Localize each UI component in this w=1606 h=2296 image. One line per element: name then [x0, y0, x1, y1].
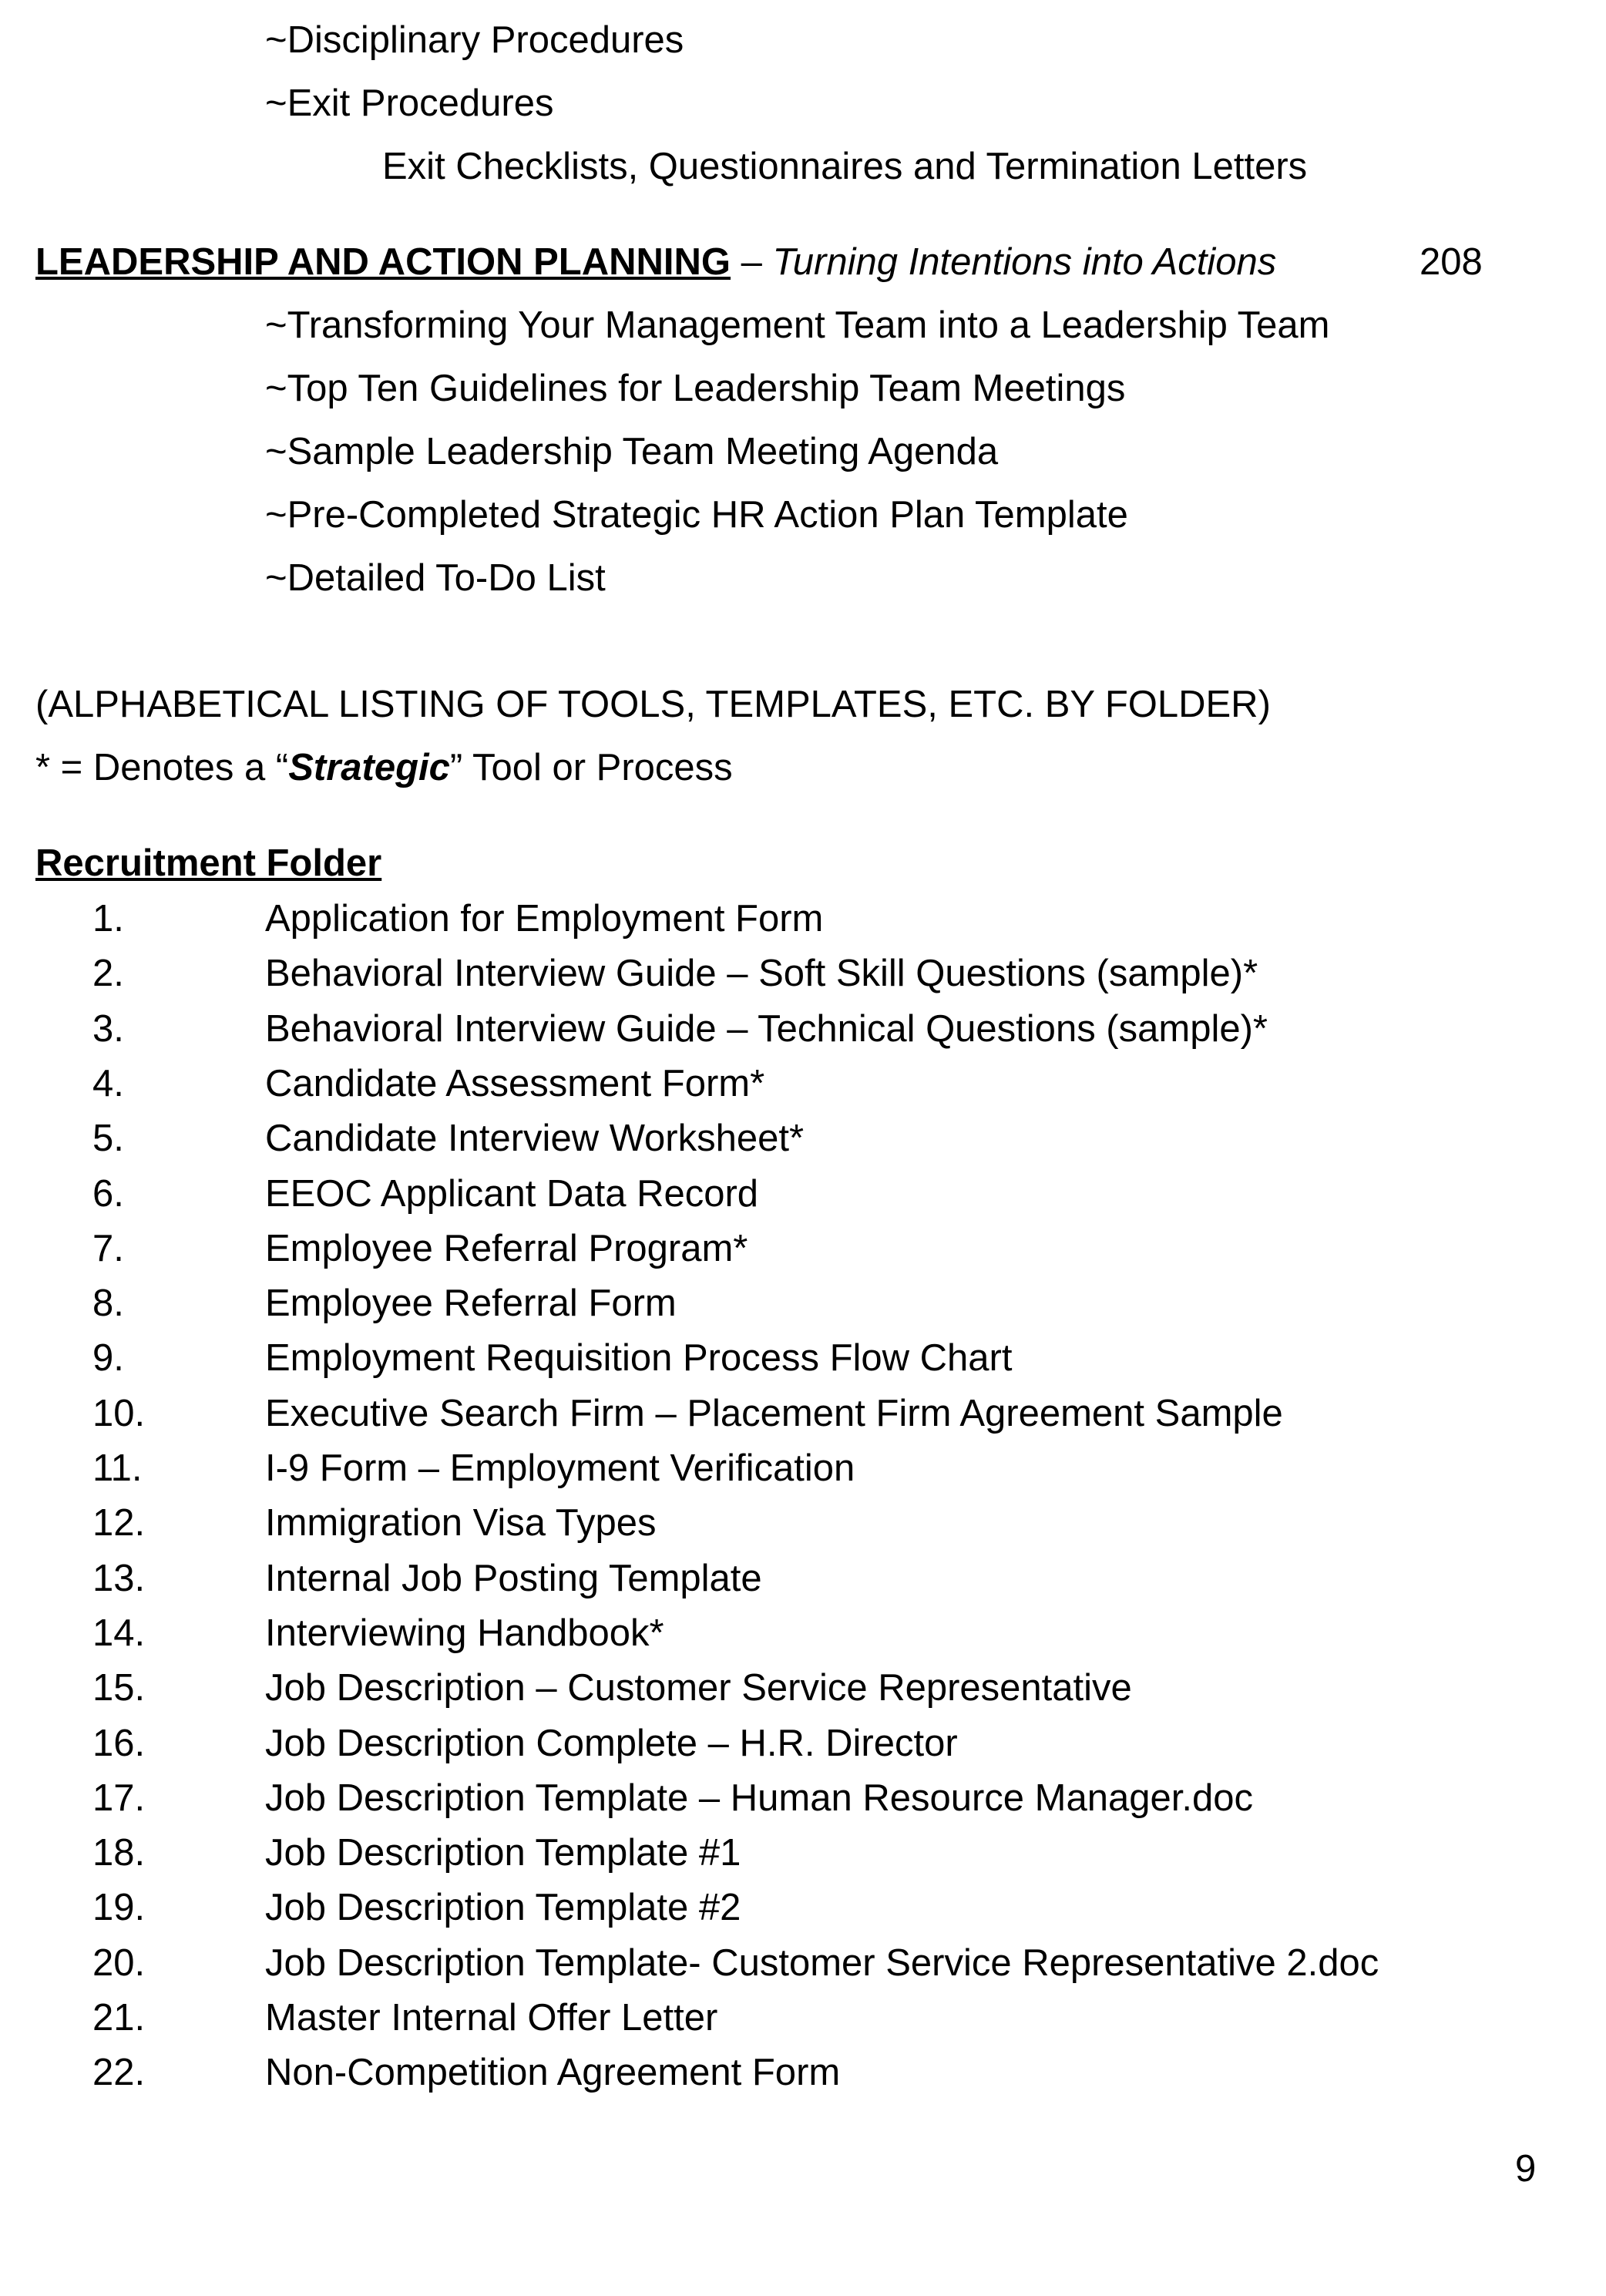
list-item-number: 1. — [92, 898, 124, 940]
list-item-number: 4. — [92, 1063, 124, 1104]
list-item-number: 15. — [92, 1667, 146, 1709]
list-item-number: 6. — [92, 1173, 124, 1215]
leadership-subtitle: Turning Intentions into Actions — [772, 241, 1277, 283]
list-item-text: Job Description Template – Human Resource Manager.doc — [265, 1777, 1253, 1819]
list-item-text: I-9 Form – Employment Verification — [265, 1447, 855, 1489]
toc-subitem-exit-checklists: Exit Checklists, Questionnaires and Termination Letters — [382, 146, 1308, 187]
list-item-text: Executive Search Firm – Placement Firm Agreement Sample — [265, 1393, 1283, 1434]
list-item-number: 3. — [92, 1008, 124, 1050]
list-item-number: 14. — [92, 1612, 146, 1654]
list-item-number: 17. — [92, 1777, 146, 1819]
list-item-number: 9. — [92, 1337, 124, 1379]
list-item-text: Job Description Template #2 — [265, 1887, 741, 1928]
leadership-title: LEADERSHIP AND ACTION PLANNING — [35, 241, 731, 283]
leadership-item: ~Top Ten Guidelines for Leadership Team Meetings — [265, 368, 1126, 409]
list-item-number: 16. — [92, 1723, 146, 1764]
toc-item-disciplinary: ~Disciplinary Procedures — [265, 19, 684, 61]
list-item-number: 19. — [92, 1887, 146, 1928]
list-item-text: Application for Employment Form — [265, 898, 824, 940]
list-item-number: 5. — [92, 1118, 124, 1159]
list-item-text: Employment Requisition Process Flow Chart — [265, 1337, 1013, 1379]
leadership-item: ~Pre-Completed Strategic HR Action Plan Template — [265, 494, 1128, 536]
leadership-item: ~Detailed To-Do List — [265, 557, 606, 599]
list-item-text: Candidate Interview Worksheet* — [265, 1118, 805, 1159]
legend-suffix: ” Tool or Process — [449, 747, 733, 788]
toc-item-exit: ~Exit Procedures — [265, 82, 554, 124]
list-item-number: 22. — [92, 2052, 146, 2093]
alpha-listing-note: (ALPHABETICAL LISTING OF TOOLS, TEMPLATES, ETC. BY FOLDER) — [35, 684, 1271, 725]
list-item-text: Job Description Template #1 — [265, 1832, 741, 1874]
list-item-number: 20. — [92, 1942, 146, 1984]
recruitment-folder-heading: Recruitment Folder — [35, 842, 382, 884]
list-item-text: Internal Job Posting Template — [265, 1558, 762, 1599]
list-item-number: 10. — [92, 1393, 146, 1434]
leadership-dash: – — [731, 241, 773, 283]
list-item-number: 12. — [92, 1502, 146, 1544]
leadership-item: ~Sample Leadership Team Meeting Agenda — [265, 431, 999, 472]
list-item-text: Behavioral Interview Guide – Technical Questions (sample)* — [265, 1008, 1268, 1050]
list-item-text: EEOC Applicant Data Record — [265, 1173, 759, 1215]
leadership-item: ~Transforming Your Management Team into a Leadership Team — [265, 304, 1330, 346]
list-item-text: Immigration Visa Types — [265, 1502, 657, 1544]
list-item-number: 13. — [92, 1558, 146, 1599]
list-item-number: 18. — [92, 1832, 146, 1874]
list-item-text: Employee Referral Form — [265, 1282, 677, 1324]
leadership-page-number: 208 — [1420, 241, 1483, 283]
legend-prefix: * = Denotes a “ — [35, 747, 289, 788]
list-item-text: Candidate Assessment Form* — [265, 1063, 765, 1104]
list-item-text: Interviewing Handbook* — [265, 1612, 664, 1654]
section-heading-leadership — [35, 241, 1277, 283]
list-item-text: Job Description – Customer Service Representative — [265, 1667, 1132, 1709]
list-item-number: 11. — [92, 1447, 143, 1489]
list-item-number: 7. — [92, 1228, 124, 1269]
list-item-text: Job Description Complete – H.R. Director — [265, 1723, 958, 1764]
list-item-number: 21. — [92, 1997, 146, 2039]
list-item-text: Employee Referral Program* — [265, 1228, 748, 1269]
legend-strategic: Strategic — [288, 747, 450, 788]
list-item-text: Behavioral Interview Guide – Soft Skill Questions (sample)* — [265, 953, 1258, 994]
strategic-legend — [35, 749, 733, 787]
list-item-number: 2. — [92, 953, 124, 994]
list-item-number: 8. — [92, 1282, 124, 1324]
list-item-text: Job Description Template- Customer Service Representative 2.doc — [265, 1942, 1379, 1984]
list-item-text: Non-Competition Agreement Form — [265, 2052, 841, 2093]
list-item-text: Master Internal Offer Letter — [265, 1997, 718, 2039]
page-number: 9 — [1515, 2148, 1537, 2190]
